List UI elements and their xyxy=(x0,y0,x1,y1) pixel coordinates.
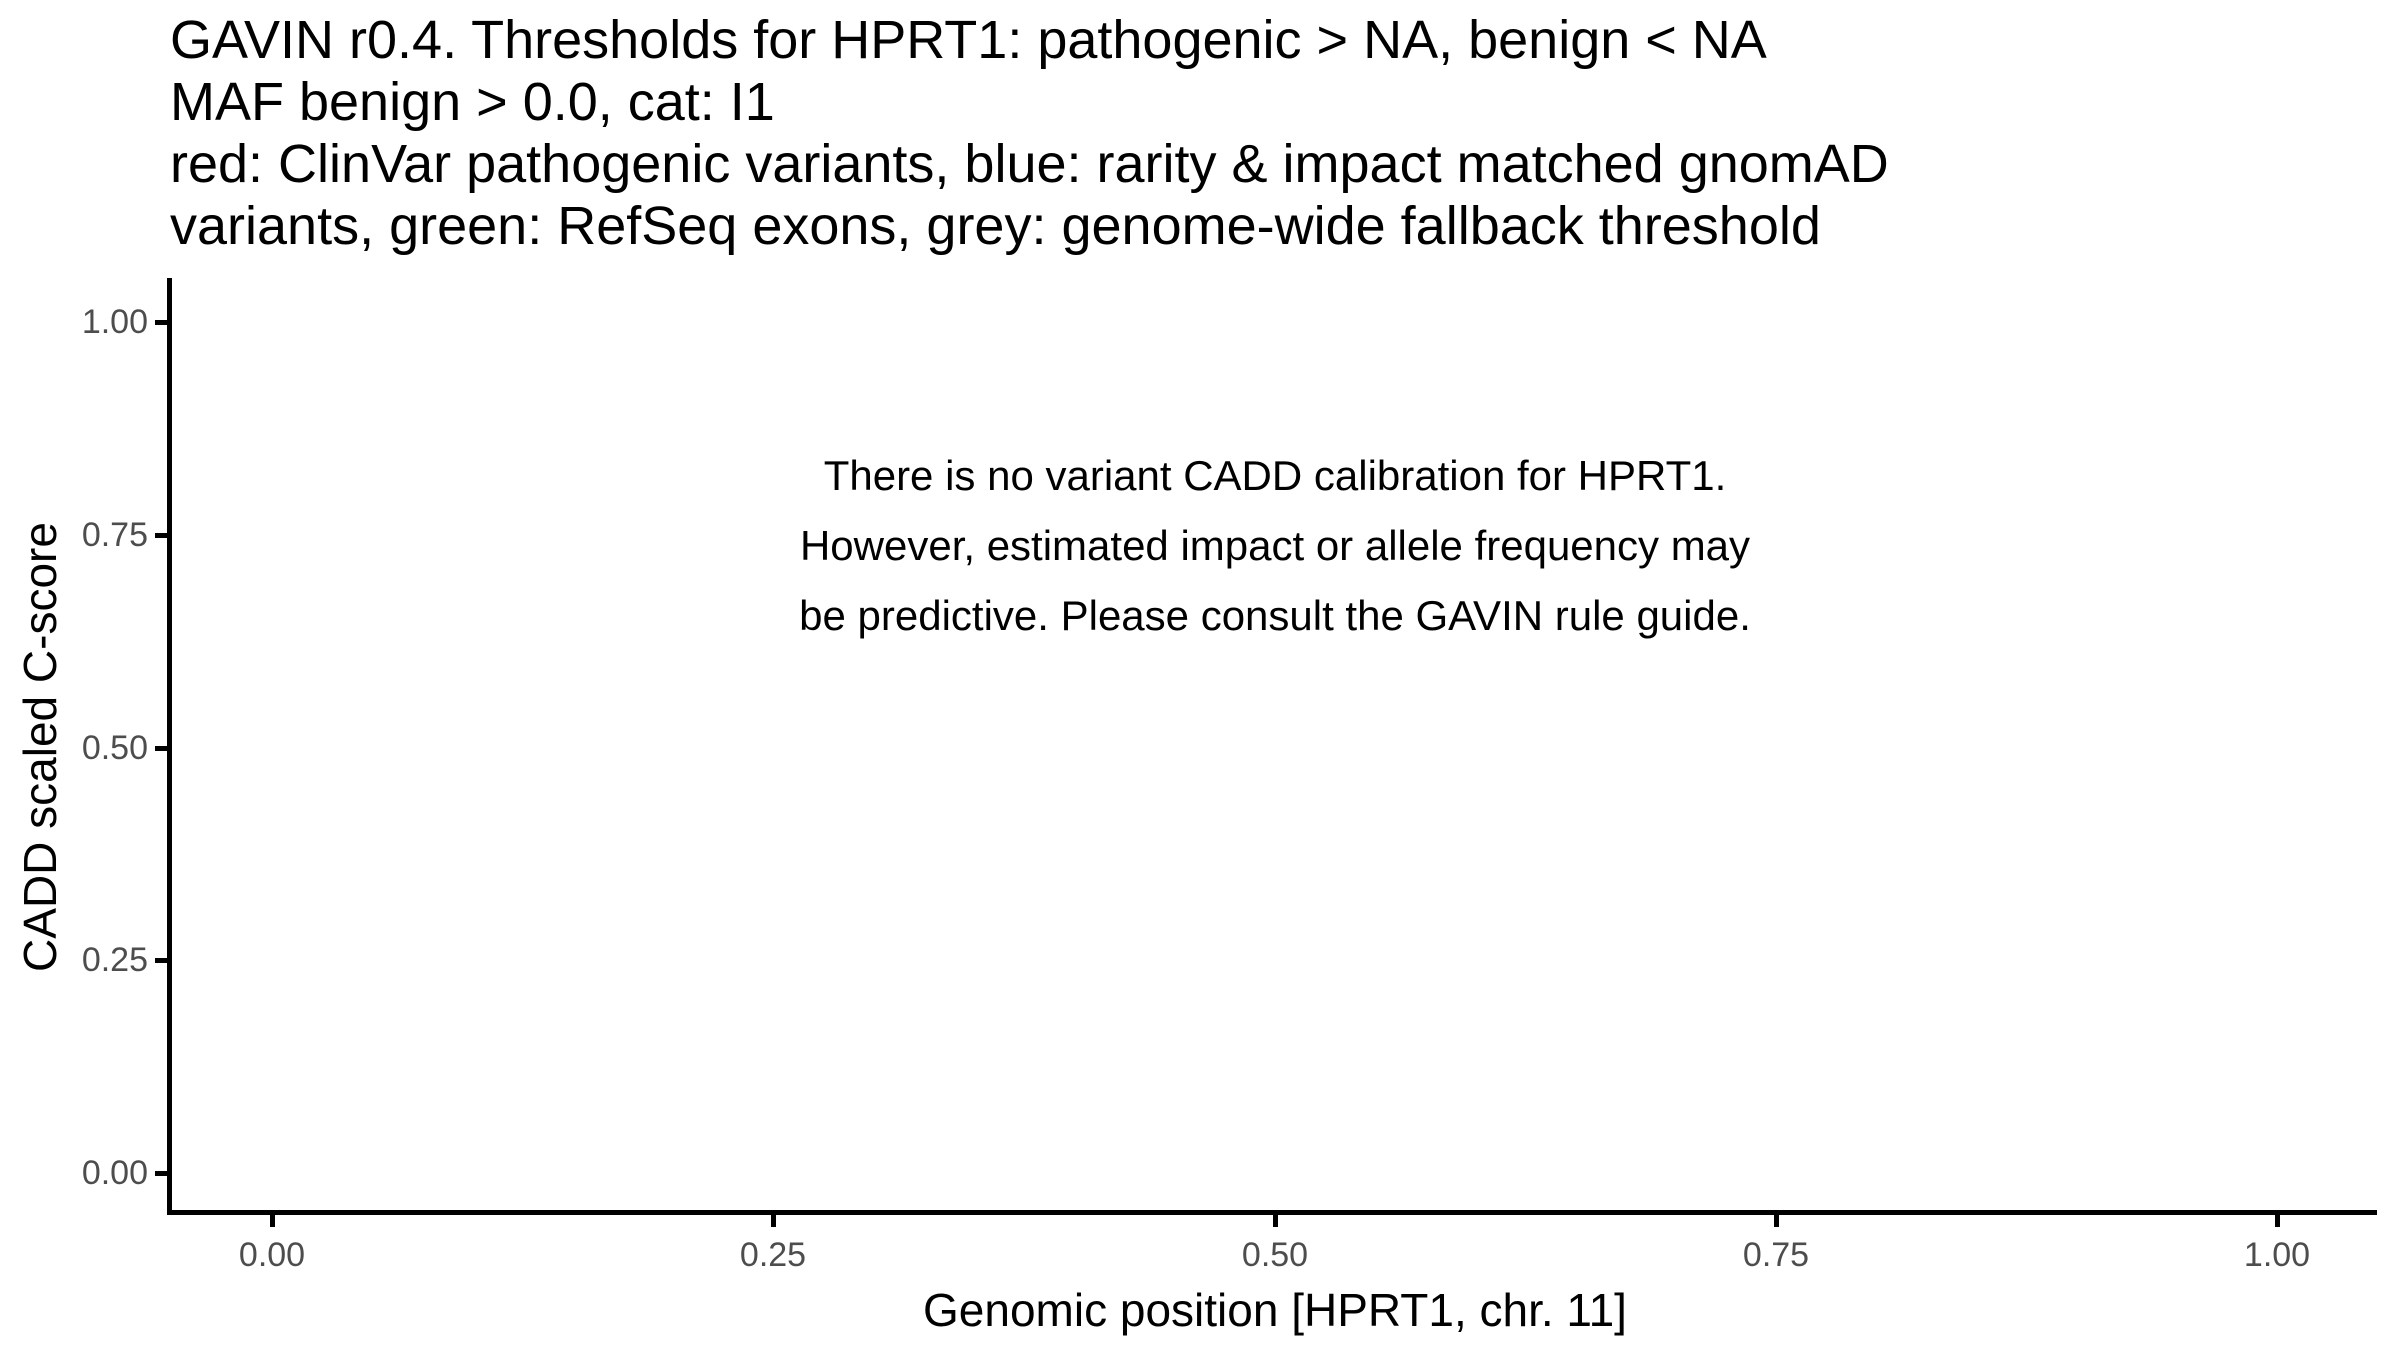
x-tick-mark xyxy=(1774,1215,1779,1227)
y-tick-label: 0.25 xyxy=(81,941,148,979)
y-tick-mark xyxy=(155,746,167,751)
x-axis-title: Genomic position [HPRT1, chr. 11] xyxy=(923,1284,1627,1336)
y-tick-mark xyxy=(155,533,167,538)
y-tick-label: 0.50 xyxy=(81,729,148,767)
plot-panel xyxy=(167,278,2377,1215)
x-tick-label: 0.75 xyxy=(1742,1236,1810,1274)
y-tick-mark xyxy=(155,958,167,963)
no-calibration-annotation xyxy=(170,441,2380,651)
plot-title-line-1: GAVIN r0.4. Thresholds for HPRT1: pathogenic > NA, benign < NA xyxy=(170,10,1767,70)
plot-title-line-3: red: ClinVar pathogenic variants, blue: rarity & impact matched gnomAD xyxy=(170,134,1889,194)
x-tick-mark xyxy=(771,1215,776,1227)
y-tick-mark xyxy=(155,1171,167,1176)
y-tick-label: 0.00 xyxy=(81,1154,148,1192)
x-tick-mark xyxy=(270,1215,275,1227)
x-tick-label: 1.00 xyxy=(2243,1236,2311,1274)
x-tick-mark xyxy=(1273,1215,1278,1227)
x-tick-label: 0.50 xyxy=(1241,1236,1309,1274)
annotation-line-2: However, estimated impact or allele frequency may xyxy=(799,522,1751,569)
annotation-line-1: There is no variant CADD calibration for HPRT1. xyxy=(823,452,1727,499)
x-tick-mark xyxy=(2275,1215,2280,1227)
y-tick-mark xyxy=(155,320,167,325)
y-tick-label: 1.00 xyxy=(81,303,148,341)
plot-title-line-2: MAF benign > 0.0, cat: I1 xyxy=(170,72,775,132)
y-tick-label: 0.75 xyxy=(81,516,148,554)
annotation-line-3: be predictive. Please consult the GAVIN rule guide. xyxy=(799,592,1751,639)
y-axis-title: CADD scaled C-score xyxy=(14,522,66,972)
x-tick-label: 0.25 xyxy=(739,1236,807,1274)
plot-title xyxy=(170,9,1889,257)
x-tick-label: 0.00 xyxy=(238,1236,306,1274)
plot-title-line-4: variants, green: RefSeq exons, grey: genome-wide fallback threshold xyxy=(170,196,1821,256)
